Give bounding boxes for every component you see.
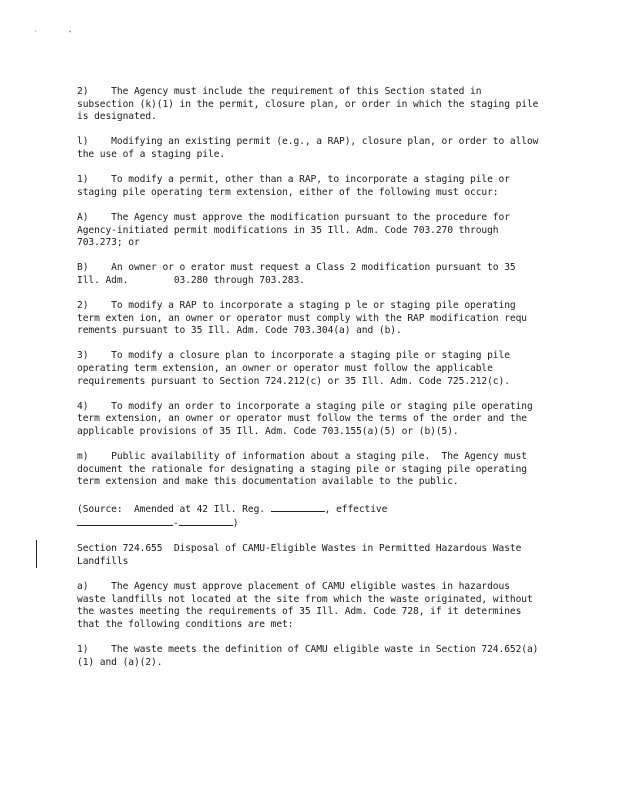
source-note [77, 502, 539, 531]
revision-change-bar [36, 540, 37, 568]
source-suffix: ) [232, 518, 239, 530]
scan-mark-left: ' [34, 30, 38, 37]
paragraph-l: l) Modifying an existing permit (e.g., a RAP), closure plan, or order to allow the use of a staging pile. [77, 136, 545, 160]
source-dash: - [173, 518, 179, 530]
effective-date-blank [77, 516, 173, 526]
paragraph-l1b: B) An owner or o erator must request a Class 2 modification pursuant to 35 Ill. Adm. 03.280 through 703.283. [77, 262, 522, 286]
paragraph-a: a) The Agency must approve placement of CAMU eligible wastes in hazardous waste landfills not located at the site from which the waste originated, without the wastes meeting the requirements of 35 Ill. Adm. Code 728, if it determines that the following conditions are met: [77, 581, 539, 630]
paragraph-m: m) Public availability of information about a staging pile. The Agency must document the rationale for designating a staging pile or staging pile operating term extension and make this documentation available to the public. [77, 451, 533, 488]
register-page-blank [271, 502, 325, 512]
effective-date-blank-2 [179, 516, 233, 526]
paragraph-l2: 2) To modify a RAP to incorporate a staging p le or staging pile operating term exten ion, an owner or operator must comply with the RAP modification requ rements pursuant to 35 Ill. Adm. Code 703.304(a) and (b). [77, 300, 533, 337]
paragraph-l1: 1) To modify a permit, other than a RAP, to incorporate a staging pile or staging pile operating term extension, either of the following must occur: [77, 174, 516, 198]
section-heading: Section 724.655 Disposal of CAMU-Eligible Wastes in Permitted Hazardous Waste Landfills [77, 543, 527, 567]
paragraph-k2: 2) The Agency must include the requirement of this Section stated in subsection (k)(1) in the permit, closure plan, or order in which the staging pile is designated. [77, 86, 545, 123]
paragraph-a1: 1) The waste meets the definition of CAMU eligible waste in Section 724.652(a)(1) and (a)(2). [77, 644, 539, 668]
paragraph-l3: 3) To modify a closure plan to incorporate a staging pile or staging pile operating term extension, an owner or operator must follow the applicable requirements pursuant to Section 724.212(c) or 35 Ill. Adm. Code 725.212(c). [77, 350, 516, 387]
source-middle: , effective [324, 503, 388, 515]
scan-mark-right: " [68, 30, 72, 37]
document-page [77, 86, 545, 682]
paragraph-l4: 4) To modify an order to incorporate a staging pile or staging pile operating term extension, an owner or operator must follow the terms of the order and the applicable provisions of 35 Ill. Adm. Code 703.155(a)(5) or (b)(5). [77, 400, 539, 438]
source-prefix: (Source: Amended at 42 Ill. Reg. [77, 503, 271, 515]
paragraph-l1a: A) The Agency must approve the modification pursuant to the procedure for Agency-initiated permit modifications in 35 Ill. Adm. Code 703.270 through 703.273; or [77, 211, 516, 249]
